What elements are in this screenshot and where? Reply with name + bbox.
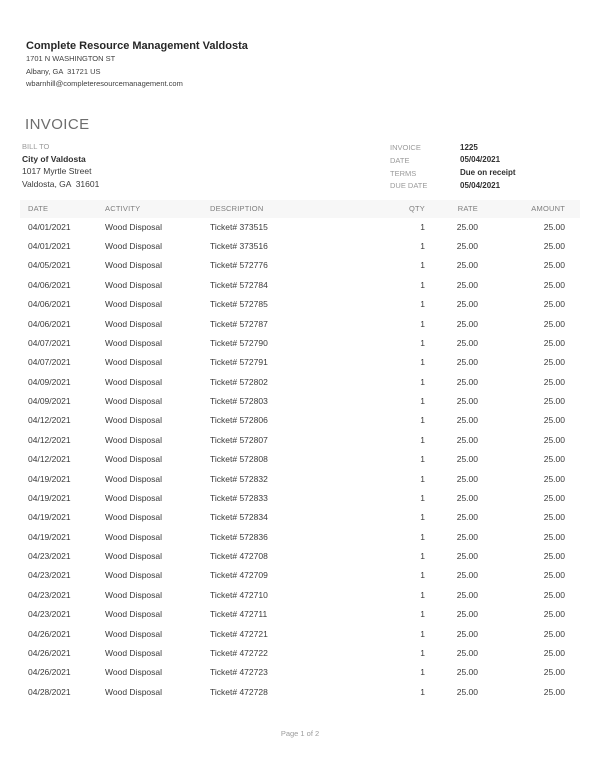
- cell-rate: 25.00: [456, 221, 478, 232]
- table-row: [20, 411, 580, 430]
- cell-amount: 25.00: [543, 570, 565, 581]
- cell-rate: 25.00: [456, 376, 478, 387]
- cell-rate: 25.00: [456, 492, 478, 503]
- cell-description: Ticket# 572833: [210, 492, 268, 503]
- cell-date: 04/07/2021: [28, 337, 71, 348]
- cell-rate: 25.00: [456, 589, 478, 600]
- company-header: [0, 0, 600, 91]
- cell-activity: Wood Disposal: [105, 357, 163, 368]
- cell-rate: 25.00: [456, 628, 478, 639]
- cell-activity: Wood Disposal: [105, 570, 163, 581]
- cell-amount: 25.00: [543, 434, 565, 445]
- cell-rate: 25.00: [456, 667, 478, 678]
- cell-activity: Wood Disposal: [105, 473, 163, 484]
- cell-date: 04/26/2021: [28, 647, 71, 658]
- cell-date: 04/01/2021: [28, 221, 71, 232]
- cell-date: 04/06/2021: [28, 279, 71, 290]
- table-row: [20, 605, 580, 624]
- cell-activity: Wood Disposal: [105, 279, 163, 290]
- column-header-rate: RATE: [425, 200, 478, 218]
- cell-rate: 25.00: [456, 260, 478, 271]
- cell-description: Ticket# 572802: [210, 376, 268, 387]
- cell-amount: 25.00: [543, 551, 565, 562]
- cell-qty: 1: [420, 396, 425, 407]
- cell-activity: Wood Disposal: [105, 434, 163, 445]
- table-row: [20, 547, 580, 566]
- column-header-description: DESCRIPTION: [202, 200, 352, 218]
- cell-description: Ticket# 572785: [210, 299, 268, 310]
- cell-qty: 1: [420, 337, 425, 348]
- table-row: [20, 276, 580, 295]
- invoice-number-row: [390, 143, 516, 153]
- table-row: [20, 586, 580, 605]
- invoice-number-label: INVOICE: [390, 143, 421, 152]
- cell-qty: 1: [420, 492, 425, 503]
- bill-to-name: City of Valdosta: [22, 153, 86, 164]
- cell-description: Ticket# 572808: [210, 454, 268, 465]
- cell-activity: Wood Disposal: [105, 531, 163, 542]
- bill-to-address-line2: Valdosta, GA 31601: [22, 178, 100, 189]
- cell-date: 04/23/2021: [28, 551, 71, 562]
- cell-description: Ticket# 572836: [210, 531, 268, 542]
- cell-activity: Wood Disposal: [105, 376, 163, 387]
- page-title: INVOICE: [25, 115, 90, 133]
- cell-qty: 1: [420, 531, 425, 542]
- cell-qty: 1: [420, 647, 425, 658]
- cell-qty: 1: [420, 551, 425, 562]
- cell-qty: 1: [420, 686, 425, 697]
- cell-description: Ticket# 572806: [210, 415, 268, 426]
- invoice-date-value: 05/04/2021: [460, 155, 501, 165]
- table-row: [20, 218, 580, 237]
- invoice-due-date-row: [390, 181, 516, 191]
- cell-amount: 25.00: [543, 512, 565, 523]
- cell-activity: Wood Disposal: [105, 667, 163, 678]
- cell-description: Ticket# 572807: [210, 434, 268, 445]
- cell-description: Ticket# 472711: [210, 609, 268, 620]
- cell-description: Ticket# 472721: [210, 628, 268, 639]
- cell-description: Ticket# 572790: [210, 337, 268, 348]
- cell-amount: 25.00: [543, 667, 565, 678]
- cell-date: 04/09/2021: [28, 376, 71, 387]
- cell-date: 04/07/2021: [28, 357, 71, 368]
- cell-qty: 1: [420, 415, 425, 426]
- cell-amount: 25.00: [543, 299, 565, 310]
- cell-rate: 25.00: [456, 396, 478, 407]
- cell-date: 04/26/2021: [28, 628, 71, 639]
- cell-qty: 1: [420, 318, 425, 329]
- cell-qty: 1: [420, 512, 425, 523]
- cell-activity: Wood Disposal: [105, 318, 163, 329]
- table-row: [20, 663, 580, 682]
- cell-amount: 25.00: [543, 531, 565, 542]
- cell-qty: 1: [420, 570, 425, 581]
- invoice-terms-value: Due on receipt: [460, 168, 516, 178]
- company-address-line2: Albany, GA 31721 US: [26, 66, 101, 76]
- cell-rate: 25.00: [456, 337, 478, 348]
- cell-qty: 1: [420, 454, 425, 465]
- cell-amount: 25.00: [543, 628, 565, 639]
- cell-activity: Wood Disposal: [105, 492, 163, 503]
- cell-activity: Wood Disposal: [105, 299, 163, 310]
- cell-rate: 25.00: [456, 473, 478, 484]
- cell-date: 04/06/2021: [28, 299, 71, 310]
- cell-amount: 25.00: [543, 318, 565, 329]
- company-name: Complete Resource Management Valdosta: [26, 40, 248, 52]
- cell-qty: 1: [420, 473, 425, 484]
- page-number: Page 1 of 2: [280, 729, 320, 738]
- cell-rate: 25.00: [456, 551, 478, 562]
- cell-description: Ticket# 572787: [210, 318, 268, 329]
- column-header-date: DATE: [20, 200, 97, 218]
- cell-amount: 25.00: [543, 337, 565, 348]
- cell-description: Ticket# 472708: [210, 551, 268, 562]
- table-row: [20, 353, 580, 372]
- cell-date: 04/12/2021: [28, 415, 71, 426]
- bill-to-label: BILL TO: [22, 141, 50, 151]
- cell-activity: Wood Disposal: [105, 512, 163, 523]
- cell-amount: 25.00: [543, 589, 565, 600]
- column-header-activity: ACTIVITY: [97, 200, 202, 218]
- cell-activity: Wood Disposal: [105, 647, 163, 658]
- cell-description: Ticket# 472710: [210, 589, 268, 600]
- cell-rate: 25.00: [456, 512, 478, 523]
- cell-amount: 25.00: [543, 241, 565, 252]
- table-row: [20, 431, 580, 450]
- cell-date: 04/26/2021: [28, 667, 71, 678]
- invoice-details-block: [390, 143, 516, 194]
- cell-activity: Wood Disposal: [105, 221, 163, 232]
- invoice-number-value: 1225: [460, 142, 478, 152]
- cell-rate: 25.00: [456, 318, 478, 329]
- cell-amount: 25.00: [543, 473, 565, 484]
- table-row: [20, 566, 580, 585]
- invoice-due-date-value: 05/04/2021: [460, 180, 501, 190]
- invoice-due-date-label: DUE DATE: [390, 181, 428, 191]
- cell-date: 04/05/2021: [28, 260, 71, 271]
- cell-activity: Wood Disposal: [105, 551, 163, 562]
- cell-description: Ticket# 572784: [210, 279, 268, 290]
- cell-qty: 1: [420, 376, 425, 387]
- cell-date: 04/23/2021: [28, 570, 71, 581]
- table-row: [20, 624, 580, 643]
- line-items-body: [20, 218, 580, 702]
- cell-amount: 25.00: [543, 396, 565, 407]
- table-row: [20, 469, 580, 488]
- cell-date: 04/12/2021: [28, 434, 71, 445]
- cell-description: Ticket# 472709: [210, 570, 268, 581]
- cell-date: 04/23/2021: [28, 609, 71, 620]
- cell-date: 04/06/2021: [28, 318, 71, 329]
- cell-amount: 25.00: [543, 279, 565, 290]
- cell-rate: 25.00: [456, 454, 478, 465]
- cell-rate: 25.00: [456, 279, 478, 290]
- cell-activity: Wood Disposal: [105, 686, 163, 697]
- cell-description: Ticket# 373516: [210, 241, 268, 252]
- invoice-date-row: [390, 155, 516, 165]
- bill-to-block: [22, 143, 99, 189]
- table-row: [20, 314, 580, 333]
- cell-description: Ticket# 472722: [210, 647, 268, 658]
- cell-description: Ticket# 472723: [210, 667, 268, 678]
- cell-qty: 1: [420, 589, 425, 600]
- cell-qty: 1: [420, 609, 425, 620]
- table-row: [20, 295, 580, 314]
- cell-activity: Wood Disposal: [105, 337, 163, 348]
- cell-rate: 25.00: [456, 686, 478, 697]
- cell-qty: 1: [420, 628, 425, 639]
- invoice-meta-section: [22, 143, 580, 193]
- cell-rate: 25.00: [456, 609, 478, 620]
- cell-qty: 1: [420, 667, 425, 678]
- cell-qty: 1: [420, 260, 425, 271]
- cell-amount: 25.00: [543, 221, 565, 232]
- cell-activity: Wood Disposal: [105, 241, 163, 252]
- company-email: wbarnhill@completeresourcemanagement.com: [26, 79, 183, 88]
- table-row: [20, 256, 580, 275]
- column-header-qty: QTY: [352, 200, 425, 218]
- cell-description: Ticket# 572832: [210, 473, 268, 484]
- cell-rate: 25.00: [456, 299, 478, 310]
- cell-date: 04/28/2021: [28, 686, 71, 697]
- cell-rate: 25.00: [456, 415, 478, 426]
- cell-amount: 25.00: [543, 415, 565, 426]
- table-row: [20, 683, 580, 702]
- column-header-amount: AMOUNT: [478, 200, 580, 218]
- cell-activity: Wood Disposal: [105, 454, 163, 465]
- cell-amount: 25.00: [543, 454, 565, 465]
- table-row: [20, 237, 580, 256]
- cell-rate: 25.00: [456, 434, 478, 445]
- table-row: [20, 373, 580, 392]
- cell-description: Ticket# 373515: [210, 221, 268, 232]
- cell-amount: 25.00: [543, 609, 565, 620]
- table-row: [20, 489, 580, 508]
- cell-qty: 1: [420, 357, 425, 368]
- cell-qty: 1: [420, 221, 425, 232]
- cell-description: Ticket# 572776: [210, 260, 268, 271]
- cell-activity: Wood Disposal: [105, 628, 163, 639]
- cell-description: Ticket# 472728: [210, 686, 268, 697]
- cell-activity: Wood Disposal: [105, 589, 163, 600]
- cell-amount: 25.00: [543, 376, 565, 387]
- invoice-date-label: DATE: [390, 155, 410, 165]
- cell-activity: Wood Disposal: [105, 396, 163, 407]
- cell-activity: Wood Disposal: [105, 609, 163, 620]
- table-row: [20, 450, 580, 469]
- cell-qty: 1: [420, 299, 425, 310]
- cell-date: 04/19/2021: [28, 531, 71, 542]
- cell-rate: 25.00: [456, 531, 478, 542]
- cell-amount: 25.00: [543, 686, 565, 697]
- cell-date: 04/23/2021: [28, 589, 71, 600]
- cell-rate: 25.00: [456, 647, 478, 658]
- cell-description: Ticket# 572834: [210, 512, 268, 523]
- cell-qty: 1: [420, 241, 425, 252]
- bill-to-address-line1: 1017 Myrtle Street: [22, 166, 92, 176]
- table-row: [20, 392, 580, 411]
- cell-qty: 1: [420, 279, 425, 290]
- table-row: [20, 508, 580, 527]
- cell-amount: 25.00: [543, 647, 565, 658]
- cell-date: 04/19/2021: [28, 473, 71, 484]
- cell-date: 04/01/2021: [28, 241, 71, 252]
- cell-description: Ticket# 572803: [210, 396, 268, 407]
- table-row: [20, 644, 580, 663]
- cell-amount: 25.00: [543, 260, 565, 271]
- table-header-row: [20, 200, 580, 218]
- table-row: [20, 528, 580, 547]
- invoice-terms-row: [390, 168, 516, 178]
- invoice-terms-label: TERMS: [390, 168, 417, 178]
- cell-rate: 25.00: [456, 241, 478, 252]
- cell-date: 04/19/2021: [28, 492, 71, 503]
- table-row: [20, 334, 580, 353]
- cell-qty: 1: [420, 434, 425, 445]
- line-items-table: [20, 200, 580, 702]
- company-address-line1: 1701 N WASHINGTON ST: [26, 54, 116, 63]
- cell-amount: 25.00: [543, 492, 565, 503]
- cell-activity: Wood Disposal: [105, 260, 163, 271]
- cell-rate: 25.00: [456, 357, 478, 368]
- cell-date: 04/12/2021: [28, 454, 71, 465]
- cell-activity: Wood Disposal: [105, 415, 163, 426]
- cell-date: 04/09/2021: [28, 396, 71, 407]
- cell-amount: 25.00: [543, 357, 565, 368]
- cell-rate: 25.00: [456, 570, 478, 581]
- cell-description: Ticket# 572791: [210, 357, 268, 368]
- cell-date: 04/19/2021: [28, 512, 71, 523]
